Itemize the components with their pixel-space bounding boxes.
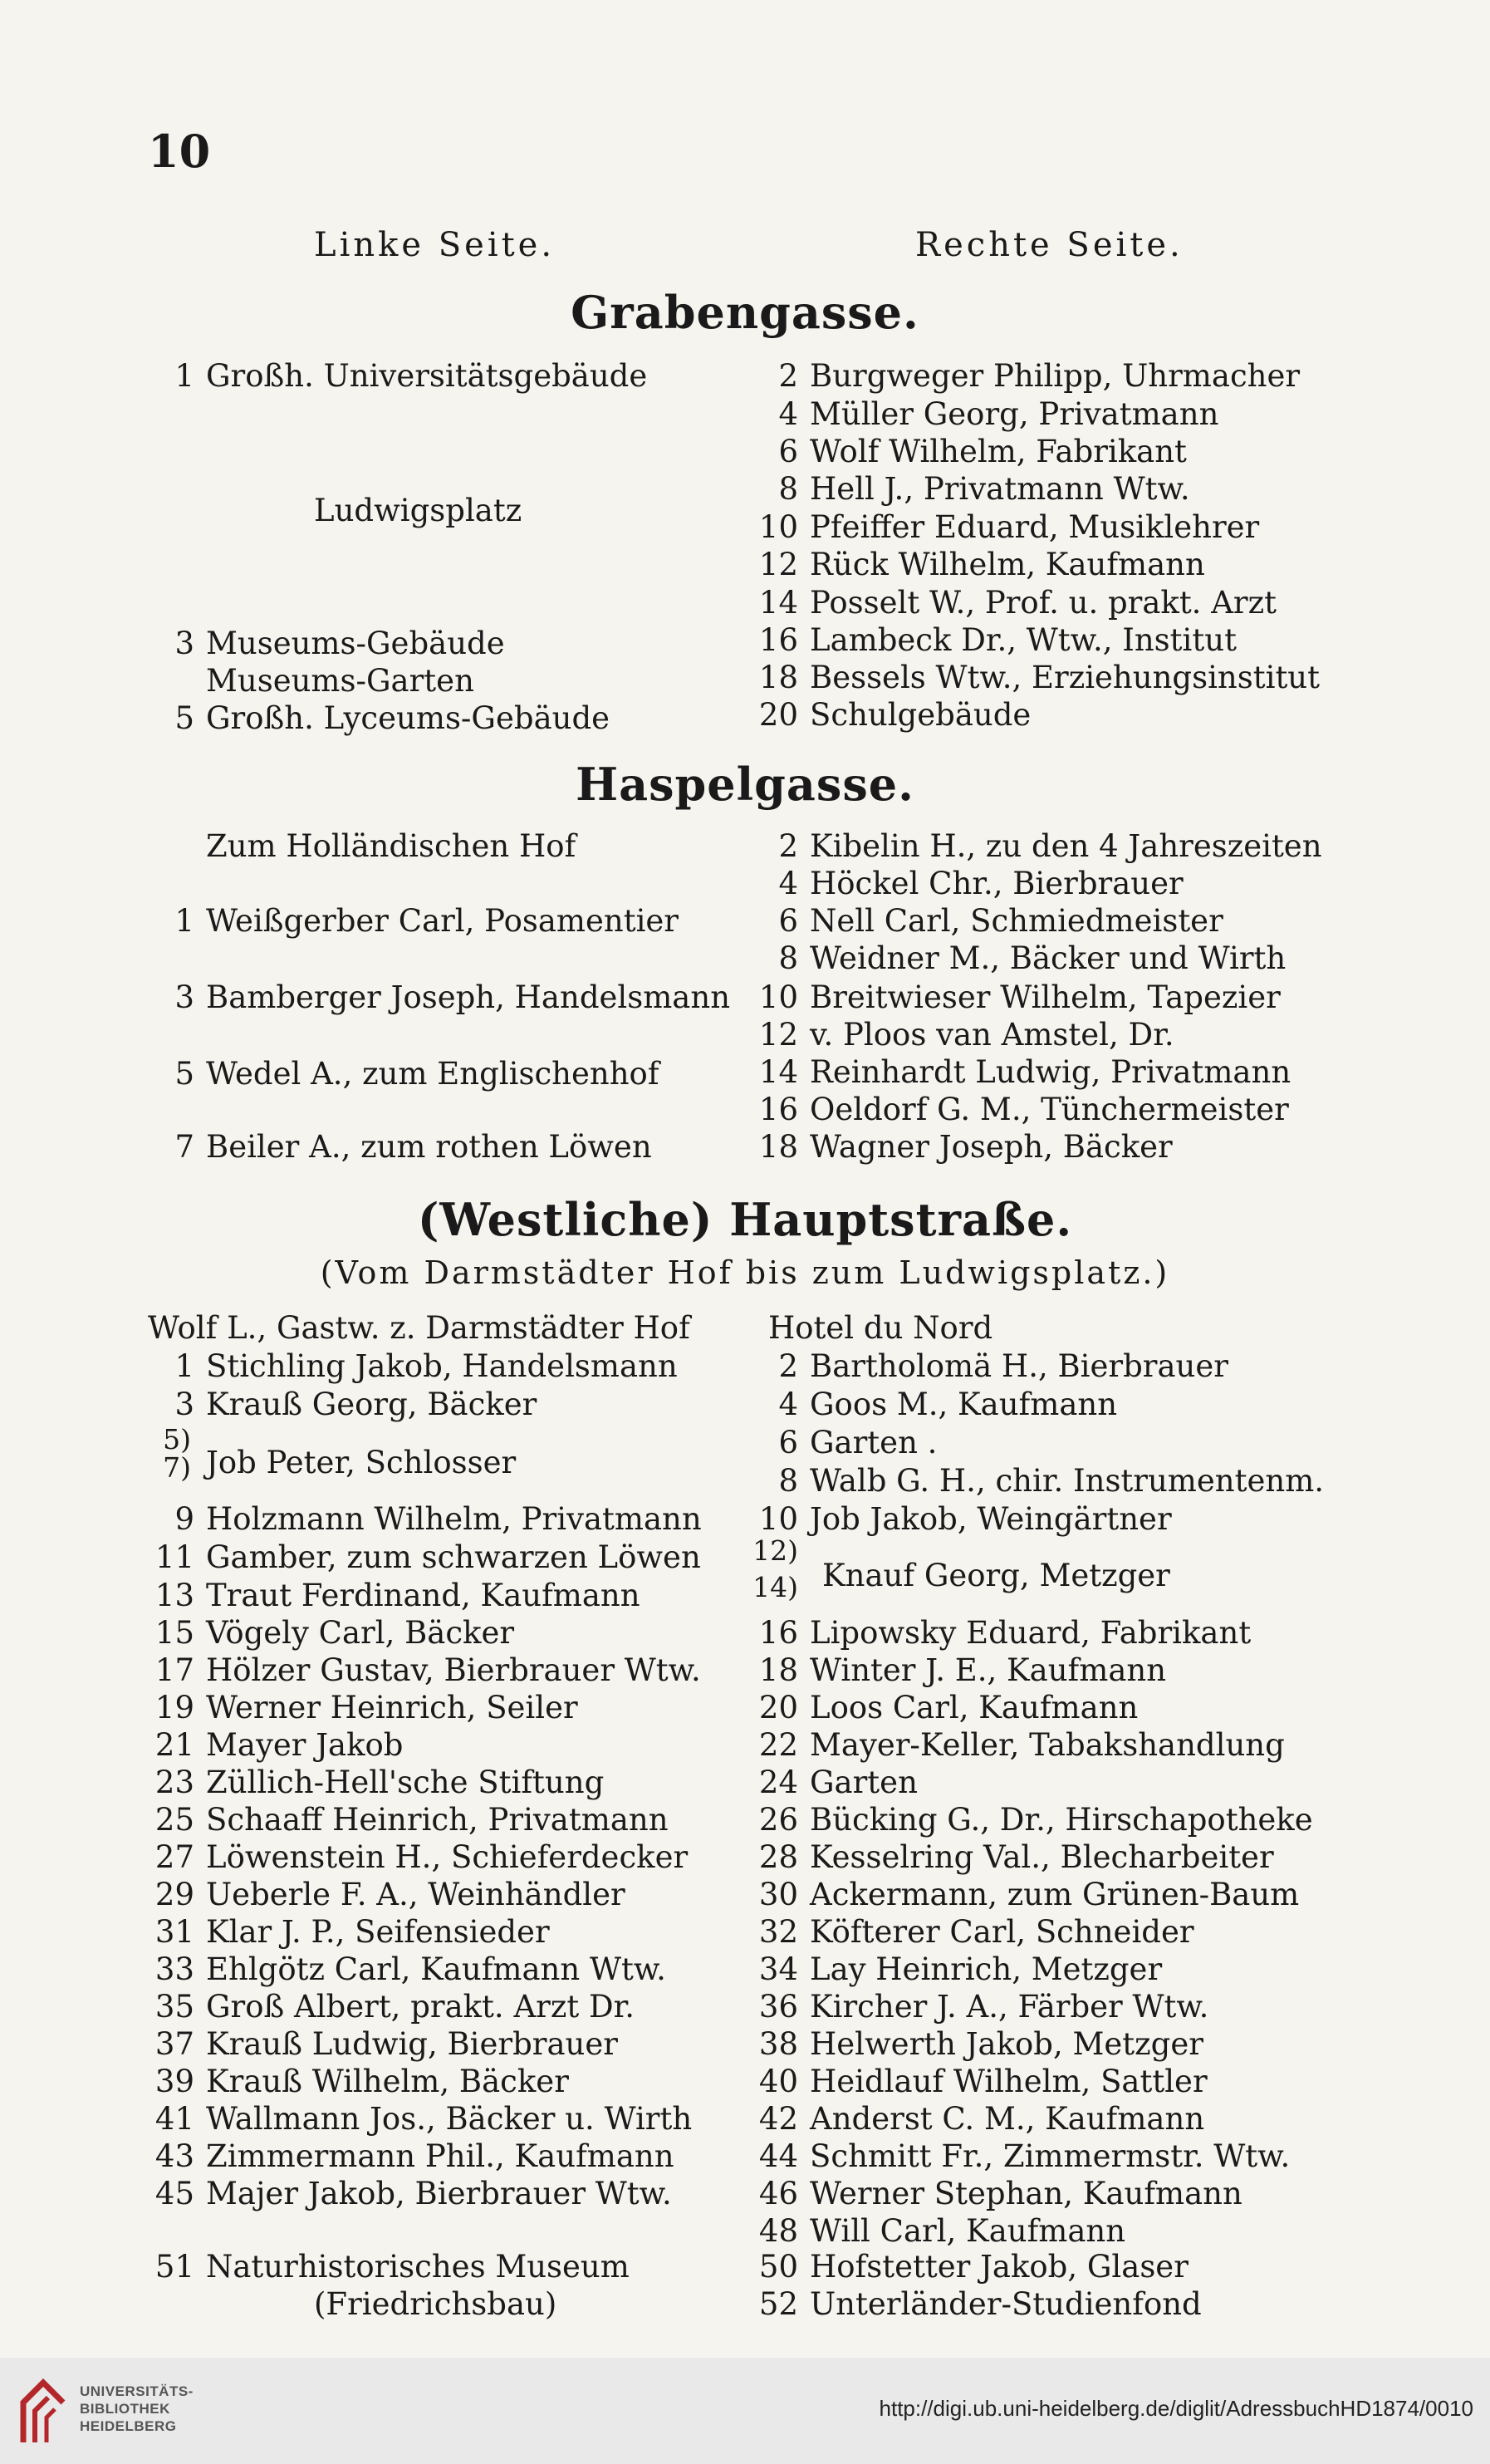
list-item — [752, 1500, 1172, 1539]
list-item — [752, 1386, 1117, 1424]
house-number: 3 — [174, 1387, 194, 1422]
house-number: 29 — [154, 1877, 194, 1912]
list-item — [752, 1652, 1166, 1690]
house-number: 40 — [758, 2064, 798, 2099]
section-title-haspelgasse: Haspelgasse. — [576, 758, 914, 811]
entry-text: Anderst C. M., Kaufmann — [810, 2101, 1205, 2137]
house-number: 23 — [154, 1765, 194, 1800]
entry-text: Weidner M., Bäcker und Wirth — [810, 940, 1287, 976]
house-number: 2 — [778, 358, 798, 394]
house-number: 10 — [758, 979, 798, 1015]
entry-text: Breitwieser Wilhelm, Tapezier — [810, 979, 1281, 1015]
list-item — [148, 2025, 618, 2064]
section-title-grabengasse: Grabengasse. — [571, 286, 919, 339]
house-number: 50 — [758, 2249, 798, 2285]
house-number: 8 — [778, 1463, 798, 1499]
house-number: 2 — [778, 828, 798, 864]
house-number: 4 — [778, 1387, 798, 1422]
entry-text: Hofstetter Jakob, Glaser — [810, 2249, 1189, 2285]
entry-text: Lambeck Dr., Wtw., Institut — [810, 622, 1237, 658]
list-item — [148, 2248, 630, 2286]
footer-bar — [0, 2358, 1490, 2464]
source-url-link[interactable]: http://digi.ub.uni-heidelberg.de/diglit/AdressbuchHD1874/0010 — [879, 2396, 1473, 2421]
list-item — [148, 1386, 537, 1424]
entry-text: Vögely Carl, Bäcker — [206, 1615, 515, 1651]
list-item — [752, 584, 1277, 622]
list-item — [752, 1801, 1313, 1839]
entry-text: Wagner Joseph, Bäcker — [810, 1129, 1173, 1165]
list-item — [752, 357, 1300, 395]
house-number: 52 — [758, 2286, 798, 2322]
column-headers — [0, 226, 1490, 276]
list-item — [752, 1128, 1173, 1166]
entry-text: Job Jakob, Weingärtner — [810, 1501, 1172, 1537]
house-number: 14 — [758, 585, 798, 621]
list-item — [752, 1462, 1324, 1500]
list-item — [148, 2138, 674, 2176]
list-item — [752, 979, 1281, 1017]
list-item — [148, 2175, 672, 2213]
list-item — [752, 1091, 1289, 1129]
list-item — [752, 508, 1259, 547]
house-number: 28 — [758, 1839, 798, 1875]
house-number: 33 — [154, 1951, 194, 1987]
house-number: 7) — [163, 1451, 191, 1484]
entry-text: Krauß Georg, Bäcker — [206, 1387, 537, 1422]
entry-text: Job Peter, Schlosser — [206, 1445, 517, 1480]
entry-text: Köfterer Carl, Schneider — [810, 1914, 1194, 1950]
entry-text: Weißgerber Carl, Posamentier — [206, 903, 679, 939]
house-number: 12 — [758, 547, 798, 582]
entry-text: Krauß Wilhelm, Bäcker — [206, 2064, 569, 2099]
house-number: 18 — [758, 660, 798, 695]
entry-text: Wallmann Jos., Bäcker u. Wirth — [206, 2101, 693, 2137]
house-number: 30 — [758, 1877, 798, 1912]
house-number: 16 — [758, 1615, 798, 1651]
house-number: 9 — [174, 1501, 194, 1537]
house-number: 3 — [174, 979, 194, 1015]
list-item — [752, 433, 1187, 471]
list-item: Zum Holländischen Hof — [206, 828, 576, 864]
list-item — [752, 940, 1286, 978]
entry-text: Knauf Georg, Metzger — [822, 1558, 1170, 1593]
logo-line: UNIVERSITÄTS- — [80, 2383, 194, 2399]
house-number: 36 — [758, 1989, 798, 2025]
list-item — [148, 1689, 578, 1727]
entry-text: Werner Stephan, Kaufmann — [810, 2176, 1242, 2211]
entry-text: Reinhardt Ludwig, Privatmann — [810, 1054, 1291, 1090]
entry-text: Kibelin H., zu den 4 Jahreszeiten — [810, 828, 1322, 864]
list-item — [148, 625, 505, 663]
house-number: 16 — [758, 622, 798, 658]
list-item — [148, 1801, 669, 1839]
entry-text: Walb G. H., chir. Instrumentenm. — [810, 1463, 1325, 1499]
entry-text: Schulgebäude — [810, 697, 1032, 733]
entry-text: Helwerth Jakob, Metzger — [810, 2026, 1203, 2062]
list-item — [148, 357, 647, 395]
house-number: 19 — [154, 1690, 194, 1725]
entry-text: v. Ploos van Amstel, Dr. — [810, 1017, 1174, 1053]
entry-text: Hölzer Gustav, Bierbrauer Wtw. — [206, 1652, 701, 1688]
list-item — [752, 1913, 1194, 1951]
entry-text: Mayer-Keller, Tabakshandlung — [810, 1727, 1285, 1763]
entry-text: Großh. Universitätsgebäude — [206, 358, 648, 394]
entry-text: Nell Carl, Schmiedmeister — [810, 903, 1223, 939]
house-number: 42 — [758, 2101, 798, 2137]
list-item — [148, 1652, 701, 1690]
house-number: 6 — [778, 903, 798, 939]
entry-text: Winter J. E., Kaufmann — [810, 1652, 1167, 1688]
entry-text: Traut Ferdinand, Kaufmann — [206, 1578, 640, 1613]
entry-text: Kesselring Val., Blecharbeiter — [810, 1839, 1274, 1875]
list-item: (Friedrichsbau) — [314, 2286, 557, 2322]
house-number: 2 — [778, 1348, 798, 1384]
entry-text: Stichling Jakob, Handelsmann — [206, 1348, 678, 1384]
list-item — [752, 546, 1205, 584]
house-number: 4 — [778, 866, 798, 901]
house-number: 38 — [758, 2026, 798, 2062]
house-number: 16 — [758, 1092, 798, 1127]
entry-text: Wolf Wilhelm, Fabrikant — [810, 434, 1187, 469]
house-number: 15 — [154, 1615, 194, 1651]
entry-text: Schaaff Heinrich, Privatmann — [206, 1802, 669, 1838]
list-item — [148, 1726, 403, 1765]
list-item — [752, 1016, 1174, 1054]
entry-text: Müller Georg, Privatmann — [810, 396, 1219, 432]
house-number: 3 — [174, 626, 194, 661]
house-number: 34 — [758, 1951, 798, 1987]
list-item — [148, 1614, 514, 1652]
list-item — [752, 2025, 1203, 2064]
list-item — [752, 1689, 1138, 1727]
list-item — [752, 827, 1322, 866]
house-number: 8 — [778, 940, 798, 976]
entry-text: Bartholomä H., Bierbrauer — [810, 1348, 1228, 1384]
entry-text: Ehlgötz Carl, Kaufmann Wtw. — [206, 1951, 666, 1987]
entry-text: Klar J. P., Seifensieder — [206, 1914, 550, 1950]
list-item: Wolf L., Gastw. z. Darmstädter Hof — [148, 1310, 690, 1346]
entry-text: Bücking G., Dr., Hirschapotheke — [810, 1802, 1313, 1838]
library-logo-icon — [18, 2376, 68, 2446]
house-number: 26 — [758, 1802, 798, 1838]
entry-text: Burgweger Philipp, Uhrmacher — [810, 358, 1301, 394]
list-item: Museums-Garten — [206, 663, 474, 699]
house-number: 6 — [778, 434, 798, 469]
house-number: 35 — [154, 1989, 194, 2025]
list-item — [752, 696, 1031, 734]
entry-text: Hell J., Privatmann Wtw. — [810, 471, 1190, 507]
house-number: 41 — [154, 2101, 194, 2137]
house-number: 1 — [174, 358, 194, 394]
house-number: 8 — [778, 471, 798, 507]
list-item — [148, 1951, 666, 1989]
house-number: 1 — [174, 903, 194, 939]
house-number: 13 — [154, 1578, 194, 1613]
house-number: 27 — [154, 1839, 194, 1875]
list-item — [752, 1764, 918, 1802]
entry-text: Lipowsky Eduard, Fabrikant — [810, 1615, 1252, 1651]
entry-text: Höckel Chr., Bierbrauer — [810, 866, 1184, 901]
house-number: 44 — [758, 2138, 798, 2174]
list-item — [752, 902, 1223, 940]
entry-text: Majer Jakob, Bierbrauer Wtw. — [206, 2176, 672, 2211]
list-item — [752, 659, 1320, 697]
house-number: 24 — [758, 1765, 798, 1800]
house-number: 5) — [163, 1423, 191, 1455]
logo-line: HEIDELBERG — [80, 2418, 177, 2434]
house-number: 10 — [758, 509, 798, 545]
list-item — [752, 2100, 1204, 2138]
entry-text: Pfeiffer Eduard, Musiklehrer — [810, 509, 1260, 545]
entry-text: Werner Heinrich, Seiler — [206, 1690, 578, 1725]
list-item: Hotel du Nord — [768, 1310, 993, 1346]
list-item — [148, 1347, 678, 1386]
entry-text: Holzmann Wilhelm, Privatmann — [206, 1501, 702, 1537]
list-item — [752, 395, 1218, 434]
logo-line: BIBLIOTHEK — [80, 2401, 170, 2417]
list-item — [148, 979, 730, 1017]
house-number: 4 — [778, 396, 798, 432]
entry-text: Oeldorf G. M., Tünchermeister — [810, 1092, 1289, 1127]
list-item — [148, 1764, 604, 1802]
list-item — [752, 470, 1190, 508]
entry-text: Bamberger Joseph, Handelsmann — [206, 979, 731, 1015]
house-number: 46 — [758, 2176, 798, 2211]
entry-text: Lay Heinrich, Metzger — [810, 1951, 1163, 1987]
section-subtitle: (Vom Darmstädter Hof bis zum Ludwigsplatz.) — [320, 1254, 1170, 1291]
right-side-header: Rechte Seite. — [915, 226, 1184, 264]
house-number: 5 — [174, 1056, 194, 1092]
house-number: 51 — [154, 2249, 194, 2285]
entry-text: Loos Carl, Kaufmann — [810, 1690, 1139, 1725]
house-number: 17 — [154, 1652, 194, 1688]
house-number: 32 — [758, 1914, 798, 1950]
entry-text: Bessels Wtw., Erziehungsinstitut — [810, 660, 1321, 695]
entry-text: Ueberle F. A., Weinhändler — [206, 1877, 625, 1912]
house-number: 37 — [154, 2026, 194, 2062]
entry-text: Garten . — [810, 1425, 938, 1460]
list-item — [148, 1577, 640, 1615]
house-number: 21 — [154, 1727, 194, 1763]
list-item — [752, 1876, 1299, 1914]
section-title-hauptstrasse: (Westliche) Hauptstraße. — [417, 1193, 1073, 1246]
entry-text: Museums-Gebäude — [206, 626, 505, 661]
house-number: 18 — [758, 1129, 798, 1165]
list-item — [752, 621, 1237, 660]
entry-text: Ackermann, zum Grünen-Baum — [810, 1877, 1300, 1912]
list-item — [752, 1053, 1291, 1092]
page-number: 10 — [148, 125, 211, 178]
list-item — [752, 1726, 1285, 1765]
list-item — [752, 1424, 937, 1462]
house-number: 6 — [778, 1425, 798, 1460]
house-number: 22 — [758, 1727, 798, 1763]
house-number: 7 — [174, 1129, 194, 1165]
list-item — [148, 1838, 688, 1877]
house-number: 25 — [154, 1802, 194, 1838]
house-number: 45 — [154, 2176, 194, 2211]
entry-text: Zimmermann Phil., Kaufmann — [206, 2138, 674, 2174]
list-item — [752, 1988, 1208, 2026]
list-item — [148, 1055, 659, 1093]
list-item — [752, 2248, 1189, 2286]
list-item — [148, 1913, 550, 1951]
list-item — [148, 2100, 692, 2138]
list-item — [148, 1876, 625, 1914]
list-item — [752, 865, 1184, 903]
list-item — [752, 2285, 1202, 2324]
list-item — [752, 2138, 1290, 2176]
entry-text: Wedel A., zum Englischenhof — [206, 1056, 659, 1092]
left-side-header: Linke Seite. — [314, 226, 556, 264]
entry-text: Goos M., Kaufmann — [810, 1387, 1118, 1422]
list-item — [148, 699, 610, 738]
list-item — [148, 1988, 635, 2026]
house-number: 31 — [154, 1914, 194, 1950]
entry-text: Großh. Lyceums-Gebäude — [206, 700, 610, 736]
entry-text: Naturhistorisches Museum — [206, 2249, 630, 2285]
house-number: 11 — [154, 1539, 194, 1575]
entry-text: Unterländer-Studienfond — [810, 2286, 1202, 2322]
list-item — [148, 2063, 569, 2101]
list-item — [148, 1539, 701, 1577]
house-number: 14 — [758, 1054, 798, 1090]
entry-text: Beiler A., zum rothen Löwen — [206, 1129, 652, 1165]
house-number: 12) — [752, 1534, 798, 1567]
house-number: 10 — [758, 1501, 798, 1537]
entry-text: Rück Wilhelm, Kaufmann — [810, 547, 1205, 582]
entry-text: Schmitt Fr., Zimmermstr. Wtw. — [810, 2138, 1291, 2174]
list-item — [752, 1347, 1228, 1386]
entry-text: Posselt W., Prof. u. prakt. Arzt — [810, 585, 1277, 621]
entry-text: Löwenstein H., Schieferdecker — [206, 1839, 689, 1875]
house-number: 39 — [154, 2064, 194, 2099]
list-item — [752, 2212, 1125, 2250]
list-item — [752, 1838, 1274, 1877]
house-number: 18 — [758, 1652, 798, 1688]
list-item: Ludwigsplatz — [314, 493, 522, 528]
list-item — [752, 2175, 1242, 2213]
library-logo-text — [80, 2383, 194, 2435]
list-item — [752, 1951, 1162, 1989]
entry-text: Züllich-Hell'sche Stiftung — [206, 1765, 605, 1800]
house-number: 14) — [752, 1571, 798, 1603]
house-number: 48 — [758, 2213, 798, 2249]
house-number: 20 — [758, 1690, 798, 1725]
house-number: 12 — [758, 1017, 798, 1053]
house-number: 20 — [758, 697, 798, 733]
entry-text: Will Carl, Kaufmann — [810, 2213, 1126, 2249]
list-item — [148, 1128, 652, 1166]
entry-text: Heidlauf Wilhelm, Sattler — [810, 2064, 1208, 2099]
list-item — [752, 1614, 1251, 1652]
house-number: 5 — [174, 700, 194, 736]
entry-text: Kircher J. A., Färber Wtw. — [810, 1989, 1209, 2025]
entry-text: Garten — [810, 1765, 918, 1800]
list-item — [752, 2063, 1208, 2101]
house-number: 43 — [154, 2138, 194, 2174]
entry-text: Gamber, zum schwarzen Löwen — [206, 1539, 701, 1575]
house-number: 1 — [174, 1348, 194, 1384]
entry-text: Mayer Jakob — [206, 1727, 404, 1763]
list-item — [148, 902, 679, 940]
entry-text: Groß Albert, prakt. Arzt Dr. — [206, 1989, 635, 2025]
list-item — [148, 1500, 702, 1539]
entry-text: Krauß Ludwig, Bierbrauer — [206, 2026, 618, 2062]
